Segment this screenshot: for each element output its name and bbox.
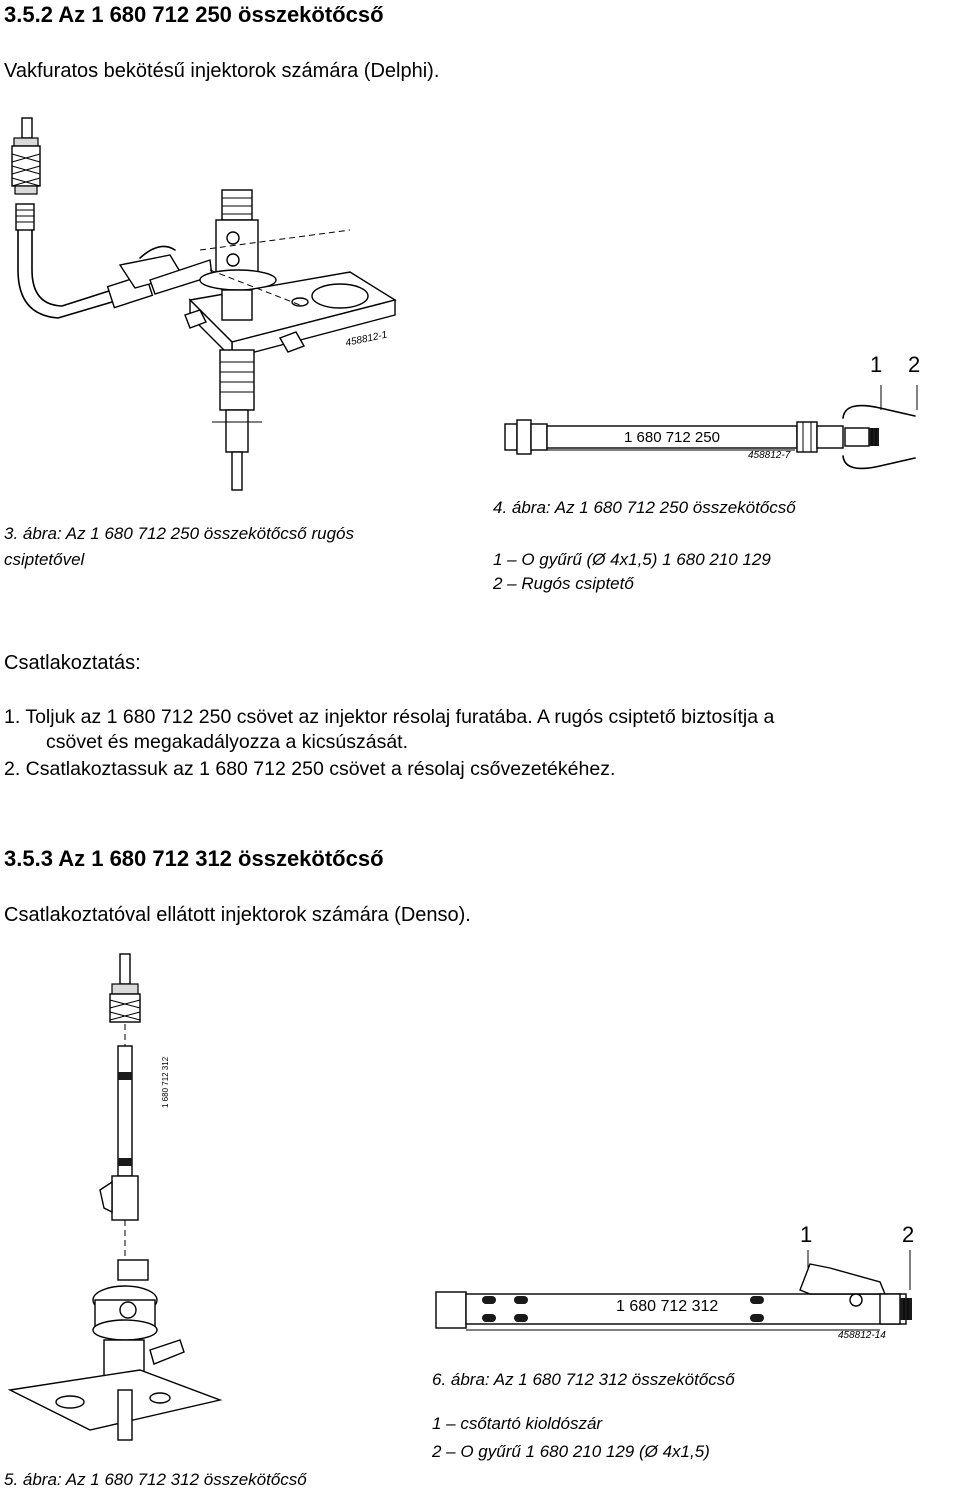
- figure-3-caption-line1: 3. ábra: Az 1 680 712 250 összekötőcső rugós: [4, 524, 354, 543]
- figure-4-callout-2: 2: [908, 352, 921, 377]
- figure-6-code: 458812-14: [838, 1330, 886, 1341]
- figure-4-caption: 4. ábra: Az 1 680 712 250 összekötőcső: [493, 498, 796, 517]
- section-3-5-3-intro: Csatlakoztatóval ellátott injektorok számára (Denso).: [4, 904, 471, 926]
- figure-6-callout-2: 2: [902, 1222, 915, 1247]
- figure-4-illustration: [495, 380, 935, 470]
- section-3-5-2-title: 3.5.2 Az 1 680 712 250 összekötőcső: [4, 2, 384, 27]
- connection-step-1-cont: csövet és megakadályozza a kicsúszását.: [46, 731, 409, 753]
- figure-4-callout-1: 1: [870, 352, 883, 377]
- figure-6-caption: 6. ábra: Az 1 680 712 312 összekötőcső: [432, 1370, 735, 1389]
- figure-4-legend-1: 1 – O gyűrű (Ø 4x1,5) 1 680 210 129: [493, 550, 771, 569]
- figure-4-tube-label: 1 680 712 250: [624, 429, 720, 446]
- figure-5-tube-label: 1 680 712 312: [161, 1056, 170, 1108]
- figure-6-callout-1: 1: [800, 1222, 813, 1247]
- figure-6-legend-1: 1 – csőtartó kioldószár: [432, 1414, 603, 1433]
- figure-3-caption-line2: csiptetővel: [4, 550, 85, 569]
- figure-5-caption: 5. ábra: Az 1 680 712 312 összekötőcső: [4, 1470, 307, 1489]
- figure-4-legend-2: 2 – Rugós csiptető: [493, 574, 634, 593]
- connection-step-1: 1. Toljuk az 1 680 712 250 csövet az injektor résolaj furatába. A rugós csiptető biztosítja a: [4, 706, 775, 728]
- figure-3-illustration: [0, 110, 420, 510]
- section-3-5-2-intro: Vakfuratos bekötésű injektorok számára (Delphi).: [4, 60, 440, 82]
- figure-4-code: 458812-7: [748, 450, 791, 461]
- figure-6-legend-2: 2 – O gyűrű 1 680 210 129 (Ø 4x1,5): [432, 1442, 710, 1461]
- figure-3-code: 458812-1: [344, 329, 389, 350]
- section-3-5-3-title: 3.5.3 Az 1 680 712 312 összekötőcső: [4, 846, 384, 871]
- figure-6-tube-label: 1 680 712 312: [616, 1298, 719, 1315]
- connection-step-2: 2. Csatlakoztassuk az 1 680 712 250 csövet a résolaj csővezetékéhez.: [4, 758, 616, 780]
- figure-5-illustration: [0, 950, 240, 1450]
- connection-heading: Csatlakoztatás:: [4, 652, 141, 674]
